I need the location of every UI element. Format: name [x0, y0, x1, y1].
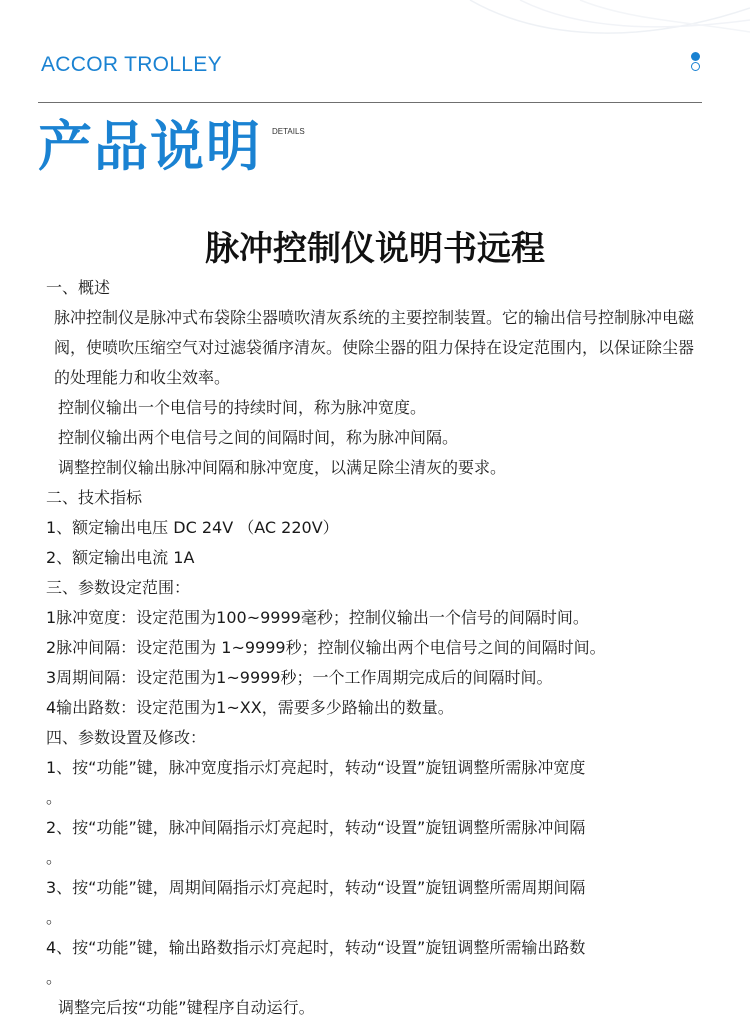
settings-step-end: 。 — [46, 908, 63, 927]
overview-paragraph: 脉冲控制仪是脉冲式布袋除尘器喷吹清灰系统的主要控制装置。它的输出信号控制脉冲电磁阀，使喷吹压缩空气对过滤袋循序清灰。使除尘器的阻力保持在设定范围内，以保证除尘器的处理能力和收尘效率。 — [54, 308, 695, 387]
overview-line: 控制仪输出两个电信号之间的间隔时间，称为脉冲间隔。 — [58, 428, 459, 447]
decorative-wave-lines — [430, 0, 750, 60]
overview-line: 控制仪输出一个电信号的持续时间，称为脉冲宽度。 — [58, 398, 427, 417]
closing-line: 调整完后按“功能”键程序自动运行。 — [58, 998, 315, 1017]
brand-name: ACCOR TROLLEY — [41, 53, 222, 76]
document-title: 脉冲控制仪说明书远程 — [205, 229, 545, 269]
overview-line: 调整控制仪输出脉冲间隔和脉冲宽度，以满足除尘清灰的要求。 — [58, 458, 507, 477]
document-body — [46, 273, 702, 1023]
settings-step: 3、按“功能”键，周期间隔指示灯亮起时，转动“设置”旋钮调整所需周期间隔 — [46, 878, 586, 897]
section-title: 产品说明 — [38, 115, 262, 178]
range-line: 1脉冲宽度：设定范围为100~9999毫秒；控制仪输出一个信号的间隔时间。 — [46, 608, 589, 627]
section-subtitle: DETAILS — [272, 127, 305, 136]
heading-ranges: 三、参数设定范围： — [46, 578, 191, 597]
range-line: 3周期间隔：设定范围为1~9999秒；一个工作周期完成后的间隔时间。 — [46, 668, 553, 687]
heading-settings: 四、参数设置及修改： — [46, 728, 207, 747]
header-divider — [38, 102, 702, 103]
settings-step-end: 。 — [46, 848, 63, 867]
settings-step-end: 。 — [46, 968, 63, 987]
spec-line: 1、额定输出电压 DC 24V （AC 220V） — [46, 518, 339, 537]
settings-step: 4、按“功能”键，输出路数指示灯亮起时，转动“设置”旋钮调整所需输出路数 — [46, 938, 586, 957]
spec-line: 2、额定输出电流 1A — [46, 548, 195, 567]
range-line: 2脉冲间隔：设定范围为 1~9999秒；控制仪输出两个电信号之间的间隔时间。 — [46, 638, 606, 657]
heading-overview: 一、概述 — [46, 278, 111, 297]
menu-dots-icon — [691, 52, 701, 72]
settings-step: 1、按“功能”键，脉冲宽度指示灯亮起时，转动“设置”旋钮调整所需脉冲宽度 — [46, 758, 586, 777]
settings-step-end: 。 — [46, 788, 63, 807]
range-line: 4输出路数：设定范围为1~XX，需要多少路输出的数量。 — [46, 698, 454, 717]
settings-step: 2、按“功能”键，脉冲间隔指示灯亮起时，转动“设置”旋钮调整所需脉冲间隔 — [46, 818, 586, 837]
heading-specs: 二、技术指标 — [46, 488, 143, 507]
